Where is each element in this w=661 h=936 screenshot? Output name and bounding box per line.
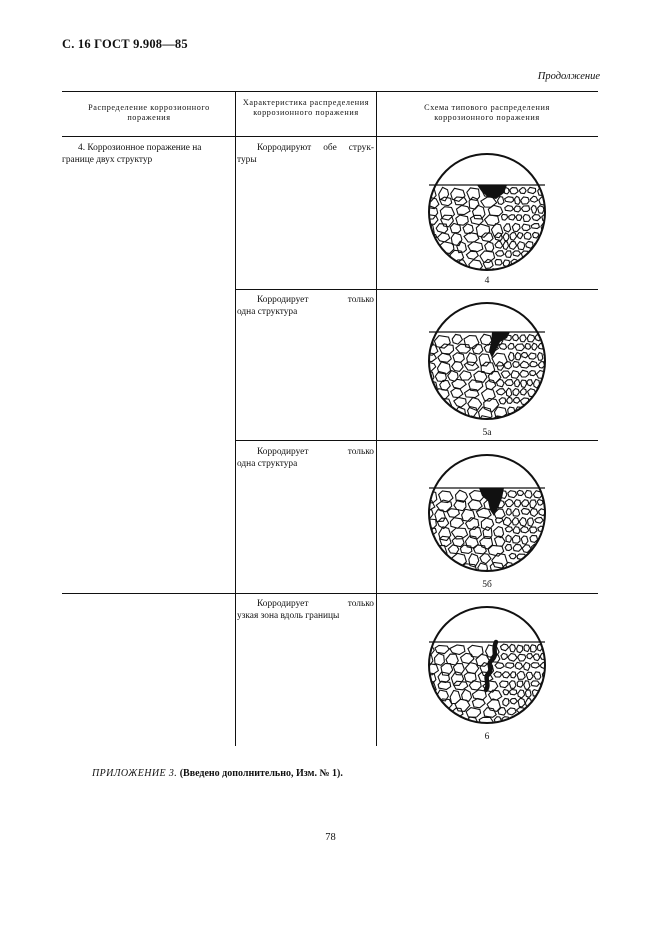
- grain: [536, 416, 542, 423]
- grain: [422, 389, 432, 399]
- grain: [423, 691, 435, 702]
- grain: [535, 554, 542, 561]
- continuation-label: Продолжение: [537, 71, 600, 82]
- figure-label: 6: [484, 732, 490, 742]
- grain: [543, 425, 551, 432]
- page-header: С. 16 ГОСТ 9.908—85: [62, 37, 188, 51]
- grain: [548, 699, 555, 708]
- grain: [437, 572, 449, 584]
- grain: [549, 268, 555, 274]
- column-divider-2: [376, 91, 377, 746]
- grain: [533, 717, 542, 722]
- grain: [539, 397, 547, 402]
- grain: [423, 554, 434, 564]
- grain: [546, 233, 555, 239]
- grain: [520, 425, 526, 432]
- grain: [540, 689, 548, 695]
- grain: [536, 571, 544, 577]
- column-header-distribution: Распределение коррозионного поражения: [88, 103, 210, 122]
- grain: [547, 188, 553, 196]
- grain: [542, 716, 551, 721]
- characteristic-line: Корродирует только: [257, 447, 374, 457]
- grain: [542, 334, 548, 339]
- grain: [550, 671, 557, 678]
- grain: [437, 260, 450, 269]
- grain: [547, 653, 555, 659]
- characteristic-line: туры: [237, 155, 257, 165]
- grain: [547, 527, 556, 536]
- grain: [422, 269, 435, 282]
- grain: [545, 572, 552, 578]
- column-header-schema: Схема типового распределения коррозионного поражения: [424, 103, 550, 122]
- grain: [438, 407, 453, 420]
- grain: [545, 344, 553, 351]
- grain: [552, 716, 561, 721]
- grain: [543, 554, 552, 562]
- characteristic-cell: [237, 294, 374, 318]
- grain: [423, 563, 436, 575]
- grain: [546, 389, 552, 396]
- grain: [423, 572, 436, 581]
- characteristic-cell: [237, 446, 374, 470]
- grain: [541, 563, 549, 571]
- grain: [549, 707, 555, 714]
- grain: [551, 499, 559, 504]
- grain: [435, 717, 448, 726]
- figure-label: 5б: [482, 580, 492, 590]
- grain: [510, 572, 518, 578]
- appendix-title: ПРИЛОЖЕНИЕ 3.: [92, 768, 178, 779]
- grain: [423, 717, 433, 727]
- grain: [535, 726, 544, 733]
- grain: [551, 214, 560, 220]
- grain: [549, 334, 555, 340]
- grain: [520, 571, 526, 578]
- table-top-rule: [62, 91, 598, 92]
- corrosion-schema-figure-4: [412, 137, 562, 287]
- grain: [552, 424, 560, 431]
- figure-label: 4: [484, 276, 490, 286]
- grain: [526, 717, 532, 725]
- grain: [422, 407, 436, 416]
- grain: [545, 362, 551, 368]
- page-number: 78: [325, 832, 336, 843]
- grain: [551, 562, 559, 569]
- grain: [526, 708, 533, 716]
- grain: [543, 491, 551, 497]
- grain: [542, 708, 548, 714]
- grain: [544, 242, 551, 249]
- grain: [480, 416, 492, 425]
- grain: [548, 663, 556, 672]
- distribution-type-line: 4. Коррозионное поражение на: [78, 143, 202, 153]
- grain: [527, 425, 534, 434]
- grain: [438, 726, 452, 738]
- grain: [541, 269, 548, 275]
- grain: [520, 259, 528, 268]
- distribution-type-cell: [62, 142, 234, 166]
- characteristic-line: узкая зона вдоль границы: [237, 611, 340, 621]
- column-header-characteristic: Характеристика распределения коррозионного поражения: [242, 98, 370, 117]
- distribution-type-line: границе двух структур: [62, 155, 153, 165]
- grain: [546, 370, 552, 378]
- grain: [552, 206, 560, 211]
- grain: [550, 380, 558, 386]
- grain: [548, 681, 557, 688]
- grain: [423, 416, 438, 430]
- grain: [529, 260, 535, 267]
- grain: [531, 406, 537, 412]
- grain: [552, 361, 561, 370]
- grain: [423, 251, 432, 263]
- grain: [529, 416, 535, 422]
- characteristic-line: Корродирует только: [257, 599, 374, 609]
- grain: [435, 425, 448, 436]
- grain: [550, 644, 557, 650]
- grain: [435, 708, 449, 718]
- grain: [514, 416, 519, 424]
- grain: [546, 260, 553, 268]
- grain: [505, 416, 513, 424]
- grain: [527, 572, 536, 581]
- column-divider-1: [235, 91, 236, 746]
- grain: [548, 224, 557, 232]
- grain: [552, 491, 559, 498]
- grain: [538, 407, 545, 414]
- corrosion-schema-figure-5a: [412, 286, 562, 436]
- grain: [532, 268, 539, 276]
- grain: [549, 251, 559, 259]
- grain: [520, 416, 528, 422]
- grain: [535, 425, 542, 432]
- grain: [517, 268, 525, 274]
- characteristic-line: одна структура: [237, 459, 298, 469]
- appendix-amendment: (Введено дополнительно, Изм. № 1).: [179, 768, 343, 779]
- grain: [423, 544, 433, 554]
- characteristic-cell: [237, 598, 374, 622]
- grain: [519, 725, 525, 734]
- grain: [546, 536, 552, 542]
- characteristic-cell: [237, 142, 374, 166]
- grain: [549, 545, 557, 552]
- appendix-note: [92, 768, 343, 779]
- grain: [437, 269, 447, 280]
- grain: [439, 416, 452, 428]
- grain: [549, 197, 556, 202]
- grain: [519, 717, 526, 722]
- grain: [530, 251, 538, 258]
- grain: [423, 261, 436, 274]
- grain: [438, 562, 449, 571]
- grain: [547, 406, 555, 412]
- grain: [423, 425, 433, 435]
- grain: [549, 416, 556, 424]
- characteristic-line: Корродирует только: [257, 295, 374, 305]
- grain: [423, 726, 436, 739]
- grain: [525, 269, 531, 274]
- grain: [523, 562, 530, 568]
- grain: [531, 563, 540, 568]
- grain: [541, 698, 547, 707]
- grain: [550, 690, 557, 698]
- corrosion-schema-figure-6: [412, 590, 562, 740]
- grain: [548, 397, 556, 404]
- grain: [543, 415, 549, 420]
- grain: [423, 398, 436, 408]
- grain: [540, 251, 548, 257]
- grain: [423, 699, 437, 711]
- grain: [547, 509, 554, 515]
- grain: [552, 572, 559, 580]
- grain: [545, 726, 552, 731]
- corrosion-schema-figure-5b: [412, 438, 562, 588]
- grain: [423, 709, 434, 721]
- grain: [536, 260, 545, 266]
- characteristic-line: одна структура: [237, 307, 298, 317]
- grain: [423, 242, 437, 256]
- grain: [534, 707, 542, 713]
- grain: [509, 269, 514, 275]
- figure-label: 5а: [482, 428, 492, 438]
- grain: [539, 544, 547, 549]
- grain: [525, 725, 533, 731]
- characteristic-line: Корродируют обе струк-: [257, 143, 374, 153]
